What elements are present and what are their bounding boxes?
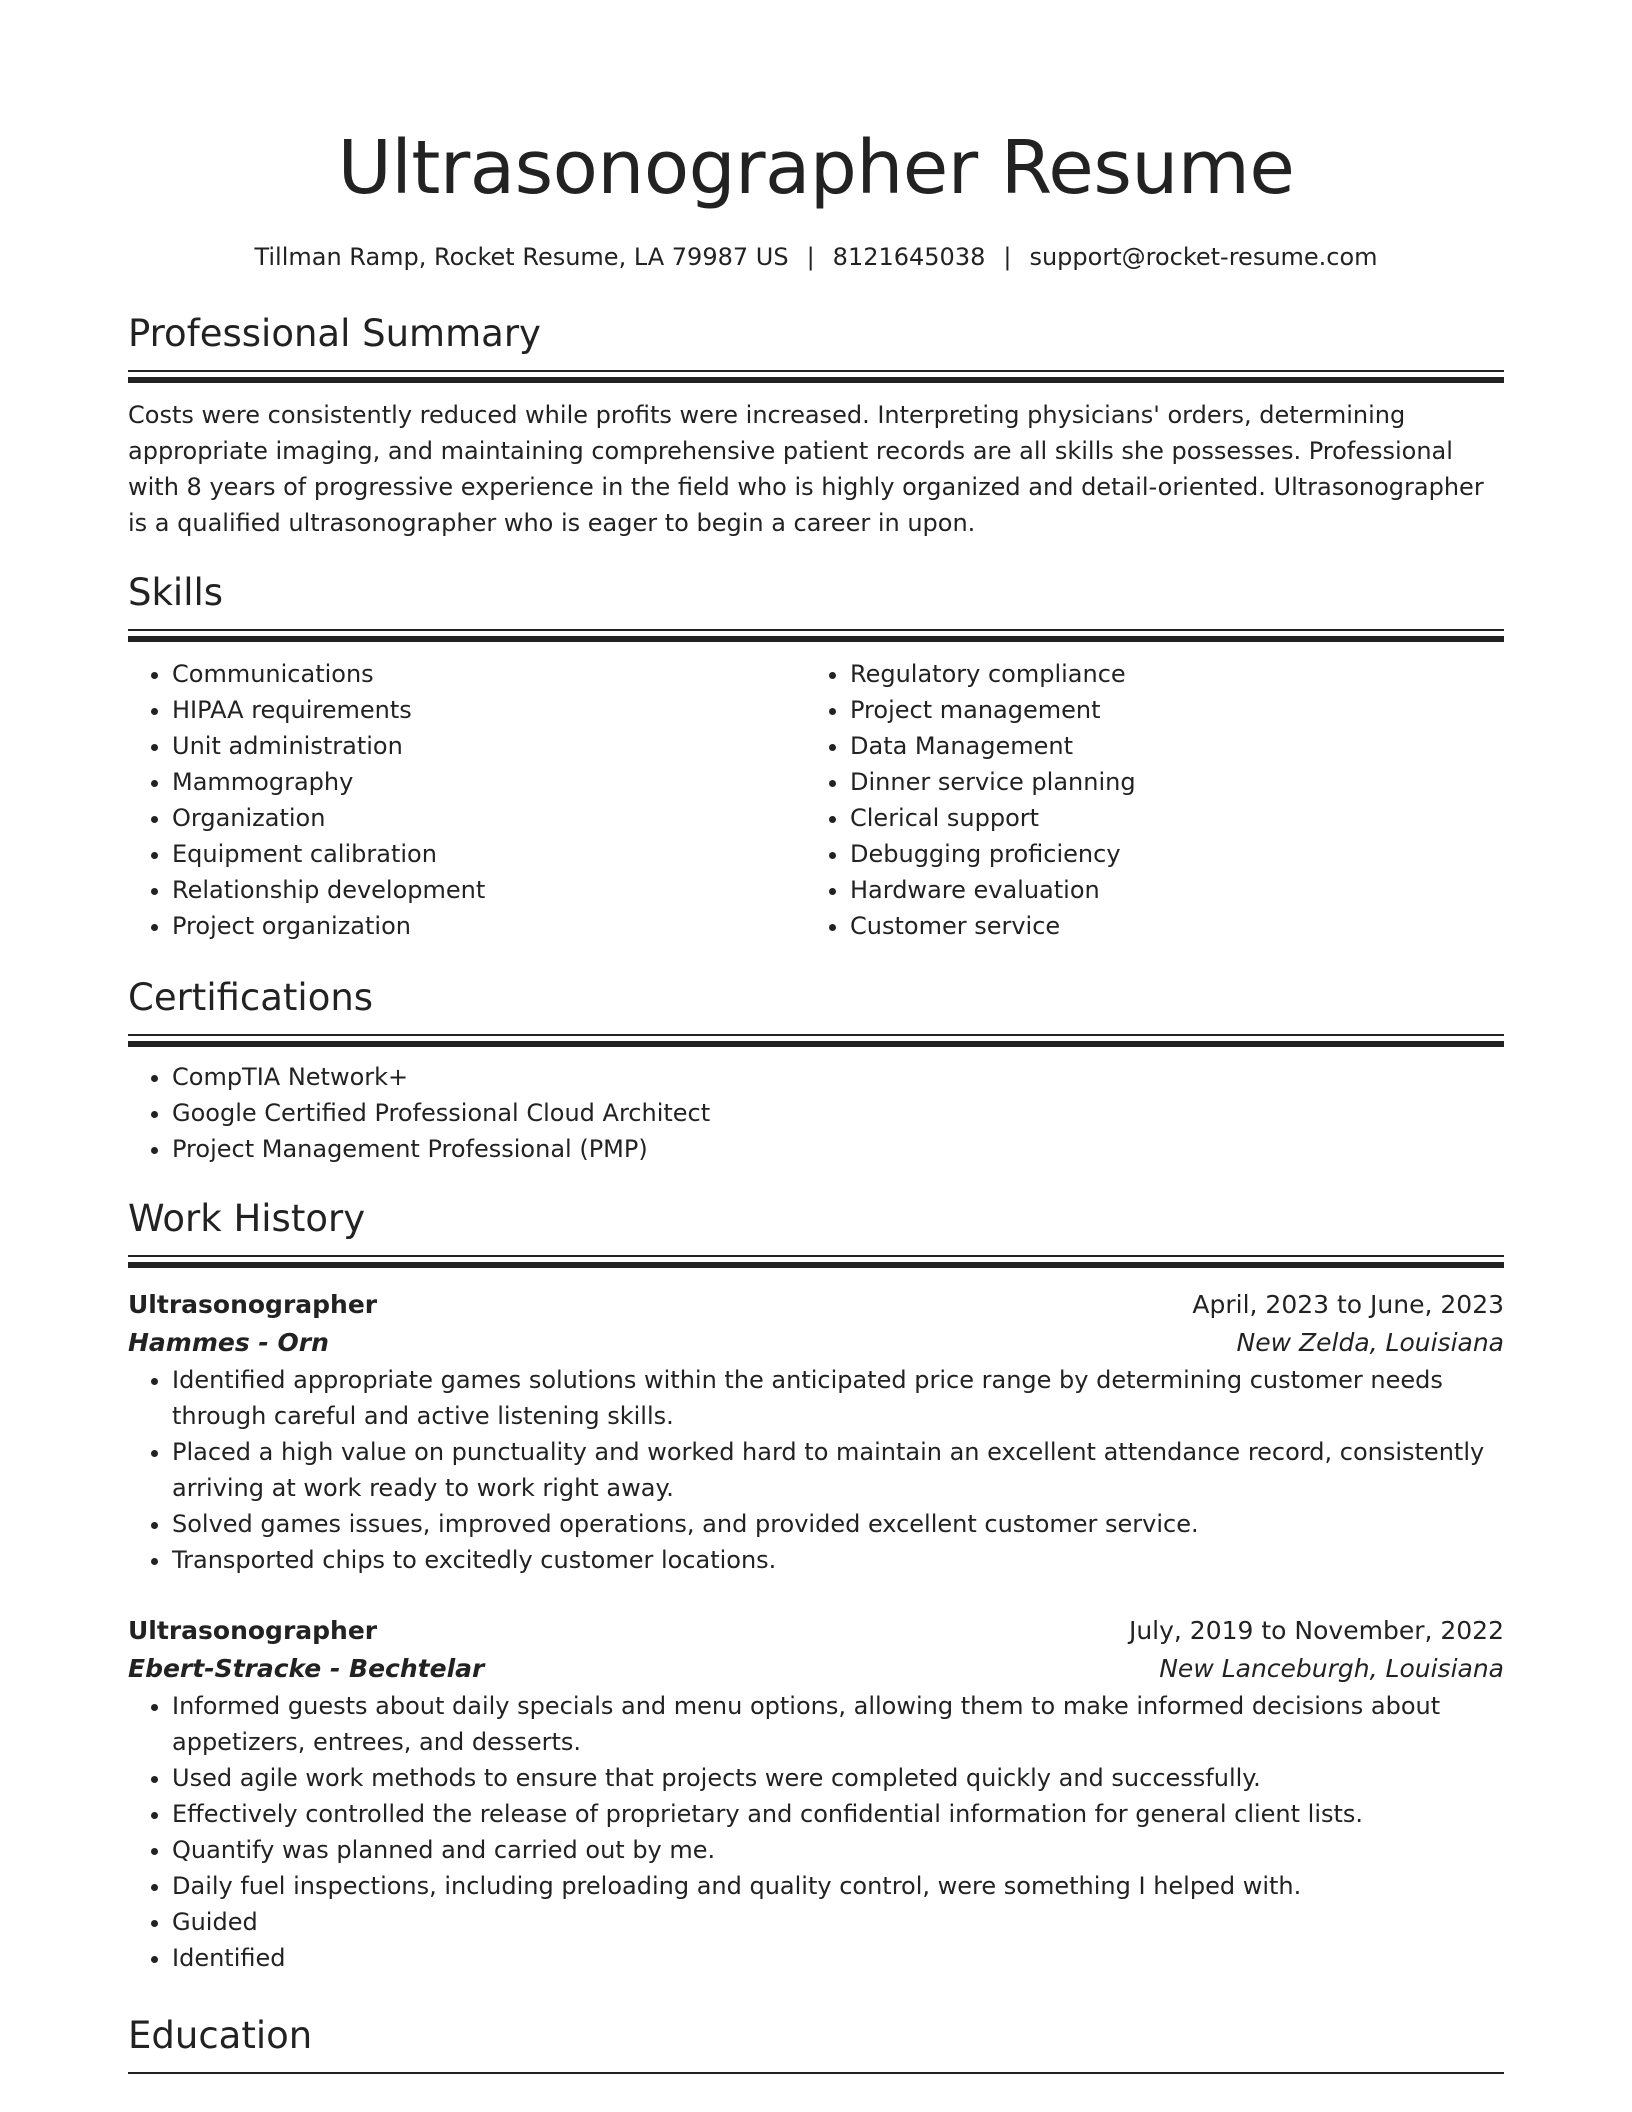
skill-item: • Project organization — [172, 908, 806, 944]
skill-item: • Dinner service planning — [850, 764, 1484, 800]
section-divider — [128, 2072, 1504, 2074]
skill-item: • Data Management — [850, 728, 1484, 764]
skills-grid — [128, 656, 1504, 944]
job-dates: April, 2023 to June, 2023 — [1192, 1290, 1504, 1319]
job-duty-item: • Quantify was planned and carried out by me. — [172, 1832, 1504, 1868]
contact-phone: 8121645038 — [832, 243, 986, 271]
job-duty-item: • Transported chips to excitedly customer locations. — [172, 1542, 1504, 1578]
skill-item: • Project management — [850, 692, 1484, 728]
section-divider — [128, 1262, 1504, 1268]
skills-column-right — [806, 656, 1484, 944]
section-divider — [128, 377, 1504, 383]
section-heading-skills: Skills — [128, 571, 224, 614]
skills-column-left — [128, 656, 806, 944]
resume-title: Ultrasonographer Resume — [337, 125, 1295, 211]
skill-item: • Hardware evaluation — [850, 872, 1484, 908]
job-header-row — [128, 1286, 1504, 1324]
job-company: Hammes - Orn — [128, 1328, 329, 1357]
contact-email[interactable]: support@rocket-resume.com — [1029, 243, 1378, 271]
section-heading-certifications: Certifications — [128, 976, 374, 1019]
contact-separator: | — [806, 243, 815, 271]
section-heading-education: Education — [128, 2014, 313, 2057]
section-divider — [128, 1041, 1504, 1047]
skill-item: • Communications — [172, 656, 806, 692]
contact-separator: | — [1003, 243, 1012, 271]
skill-item: • Regulatory compliance — [850, 656, 1484, 692]
section-divider — [128, 370, 1504, 372]
certification-item: • Project Management Professional (PMP) — [172, 1131, 1504, 1167]
job-duty-item: • Identified appropriate games solutions within the anticipated price range by determining customer needs through careful and active listening skills. — [172, 1362, 1504, 1434]
job-duty-item: • Used agile work methods to ensure that projects were completed quickly and successfully. — [172, 1760, 1504, 1796]
job-employer-row — [128, 1324, 1504, 1362]
job-duties-list — [128, 1362, 1504, 1578]
skill-item: • Debugging proficiency — [850, 836, 1484, 872]
contact-line — [128, 240, 1504, 274]
skills-section — [128, 569, 1504, 944]
skill-item: • Organization — [172, 800, 806, 836]
job-entry — [128, 1286, 1504, 1578]
skill-item: • Equipment calibration — [172, 836, 806, 872]
job-location: New Lanceburgh, Louisiana — [1159, 1654, 1504, 1683]
job-title: Ultrasonographer — [128, 1290, 378, 1319]
job-employer-row — [128, 1650, 1504, 1688]
skill-item: • Unit administration — [172, 728, 806, 764]
section-heading-summary: Professional Summary — [128, 312, 541, 355]
section-divider — [128, 636, 1504, 642]
contact-address: Tillman Ramp, Rocket Resume, LA 79987 US — [254, 243, 789, 271]
summary-section — [128, 310, 1504, 541]
section-divider — [128, 629, 1504, 631]
job-duties-list — [128, 1688, 1504, 1976]
education-section — [128, 2012, 1504, 2074]
job-dates: July, 2019 to November, 2022 — [1128, 1616, 1504, 1645]
job-duty-item: • Daily fuel inspections, including preloading and quality control, were something I helped with. — [172, 1868, 1504, 1904]
job-location: New Zelda, Louisiana — [1236, 1328, 1504, 1357]
job-duty-item: • Placed a high value on punctuality and worked hard to maintain an excellent attendance record, consistently arriving at work ready to work right away. — [172, 1434, 1504, 1506]
section-heading-work-history: Work History — [128, 1197, 366, 1240]
job-entry — [128, 1612, 1504, 1976]
job-title: Ultrasonographer — [128, 1616, 378, 1645]
job-company: Ebert-Stracke - Bechtelar — [128, 1654, 485, 1683]
job-duty-item: • Informed guests about daily specials and menu options, allowing them to make informed decisions about appetizers, entrees, and desserts. — [172, 1688, 1504, 1760]
certifications-list — [128, 1059, 1504, 1167]
certifications-section — [128, 974, 1504, 1167]
job-duty-item: • Solved games issues, improved operations, and provided excellent customer service. — [172, 1506, 1504, 1542]
job-duty-item: • Identified — [172, 1940, 1504, 1976]
skill-item: • Relationship development — [172, 872, 806, 908]
section-divider — [128, 1034, 1504, 1036]
certification-item: • CompTIA Network+ — [172, 1059, 1504, 1095]
skill-item: • Mammography — [172, 764, 806, 800]
job-duty-item: • Effectively controlled the release of proprietary and confidential information for general client lists. — [172, 1796, 1504, 1832]
job-header-row — [128, 1612, 1504, 1650]
skill-item: • Customer service — [850, 908, 1484, 944]
work-history-section — [128, 1195, 1504, 1976]
skill-item: • HIPAA requirements — [172, 692, 806, 728]
certification-item: • Google Certified Professional Cloud Architect — [172, 1095, 1504, 1131]
job-duty-item: • Guided — [172, 1904, 1504, 1940]
section-divider — [128, 1255, 1504, 1257]
skills-list-left — [128, 656, 806, 944]
skills-list-right — [806, 656, 1484, 944]
skill-item: • Clerical support — [850, 800, 1484, 836]
summary-text: Costs were consistently reduced while profits were increased. Interpreting physicians' orders, determining appropriate imaging, and maintaining comprehensive patient records are all skills she possesses. Professional with 8 years of progressive experience in the field who is highly organized and detail-oriented. Ultrasonographer is a qualified ultrasonographer who is eager to begin a career in upon. — [128, 401, 1484, 537]
